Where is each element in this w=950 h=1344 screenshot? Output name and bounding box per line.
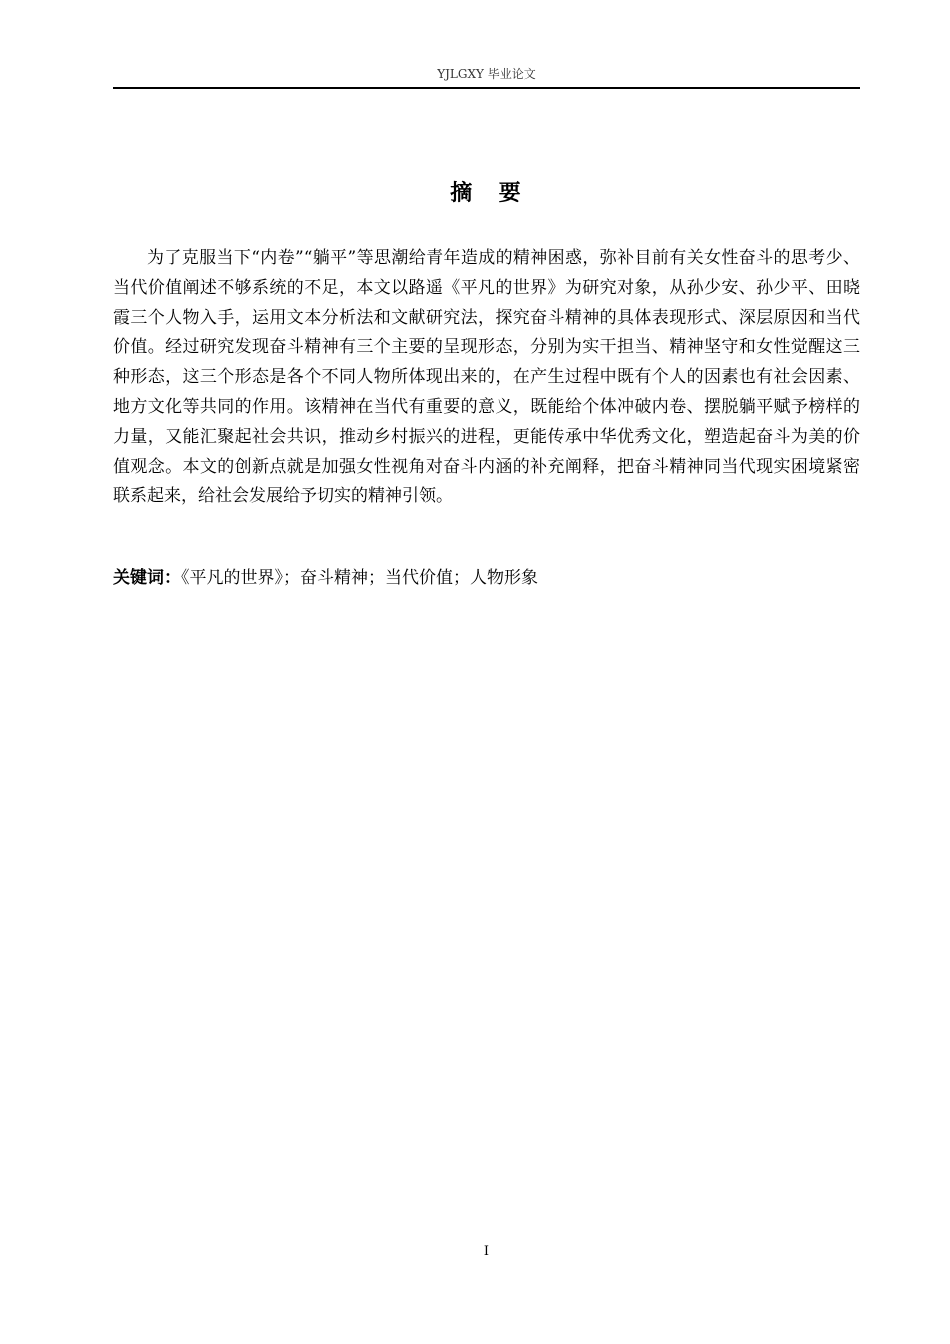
- abstract-body: 为了克服当下“内卷”“躺平”等思潮给青年造成的精神困惑，弥补目前有关女性奋斗的思考少、当代价值阐述不够系统的不足，本文以路遥《平凡的世界》为研究对象，从孙少安、孙少平、田晓霞三个人物入手，运用文本分析法和文献研究法，探究奋斗精神的具体表现形式、深层原因和当代价值。经过研究发现奋斗精神有三个主要的呈现形态，分别为实干担当、精神坚守和女性觉醒这三种形态，这三个形态是各个不同人物所体现出来的，在产生过程中既有个人的因素也有社会因素、地方文化等共同的作用。该精神在当代有重要的意义，既能给个体冲破内卷、摆脱躺平赋予榜样的力量，又能汇聚起社会共识，推动乡村振兴的进程，更能传承中华优秀文化，塑造起奋斗为美的价值观念。本文的创新点就是加强女性视角对奋斗内涵的补充阐释，把奋斗精神同当代现实困境紧密联系起来，给社会发展给予切实的精神引领。: [113, 248, 860, 507]
- page-number: I: [483, 1244, 490, 1259]
- keywords-text: 《平凡的世界》；奋斗精神；当代价值；人物形象: [181, 568, 538, 588]
- keywords-label: 关键词：: [113, 568, 181, 588]
- running-header: YJLGXY 毕业论文: [437, 67, 536, 81]
- abstract-title: 摘 要: [450, 181, 523, 206]
- keywords-line: [113, 565, 860, 591]
- header-divider: [113, 87, 860, 89]
